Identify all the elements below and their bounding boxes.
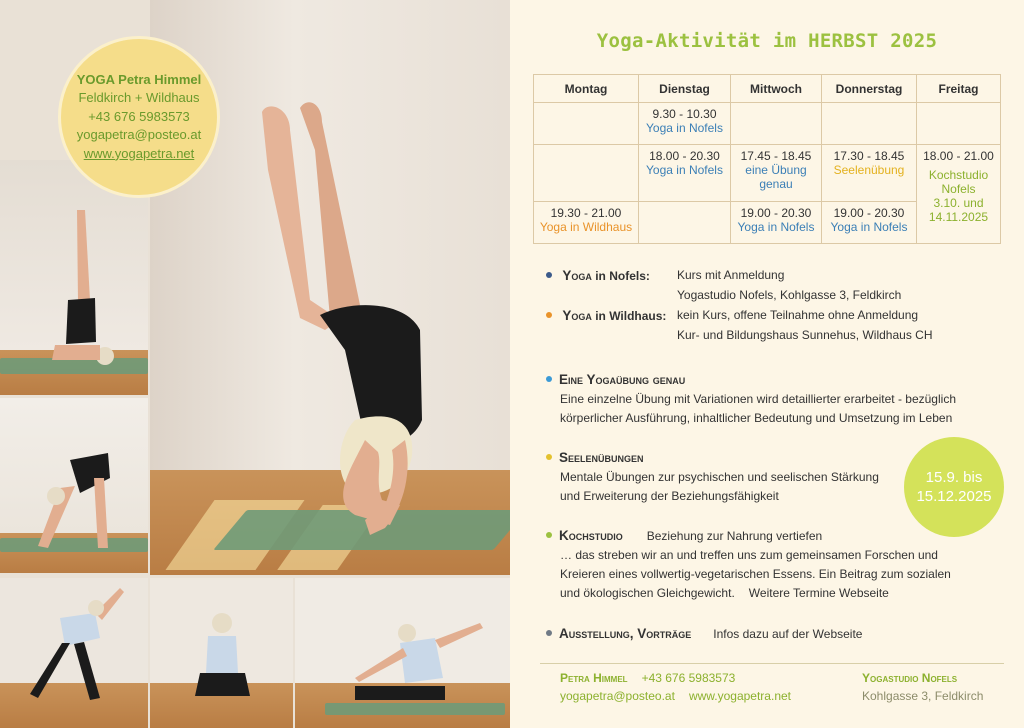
section-heading: Seelenübungen [559, 450, 644, 465]
day-header: Mittwoch [731, 75, 822, 103]
section-text: und Erweiterung der Beziehungsfähigkeit [560, 489, 779, 503]
schedule-cell [639, 145, 731, 202]
day-header: Freitag [917, 75, 1001, 103]
section-uebung [546, 370, 1016, 428]
bullet-icon [546, 312, 552, 318]
section-seele [546, 448, 906, 506]
section-heading: Eine Yogaübung genau [559, 372, 686, 387]
cell-label: Yoga in Nofels [646, 163, 723, 177]
course-detail: Kurs mit Anmeldung [677, 268, 785, 282]
course-wildhaus [546, 306, 1006, 326]
section-text: körperlicher Ausführung, inhaltlicher Bedeutung und Umsetzung im Leben [560, 411, 953, 425]
contact-badge [58, 36, 220, 198]
section-subheading: Beziehung zur Nahrung vertiefen [646, 529, 823, 543]
day-header: Dienstag [639, 75, 731, 103]
date-range-end: 15.12.2025 [916, 488, 992, 505]
footer-website-link[interactable]: www.yogapetra.net [688, 689, 791, 703]
cell-time: 17.30 - 18.45 [833, 149, 905, 163]
course-nofels-address [546, 286, 1006, 305]
day-header: Montag [534, 75, 639, 103]
photo-triangle-pose [0, 578, 148, 728]
cell-time: 19.30 - 21.00 [550, 206, 622, 220]
section-heading: Ausstellung, Vorträge [559, 626, 692, 641]
schedule-cell [822, 103, 917, 145]
schedule-cell [917, 145, 1001, 244]
course-place: in Wildhaus: [595, 309, 667, 323]
schedule-cell [731, 202, 822, 244]
bullet-icon [546, 376, 552, 382]
section-text: Infos dazu auf der Webseite [713, 627, 863, 641]
cell-time: 18.00 - 21.00 [923, 149, 994, 163]
schedule-cell [822, 202, 917, 244]
info-panel [510, 0, 1024, 728]
bullet-icon [546, 532, 552, 538]
schedule-cell [534, 103, 639, 145]
course-wildhaus-address [546, 326, 1006, 345]
course-name: Yoga [562, 308, 592, 323]
footer-studio-name: Yogastudio Nofels [862, 671, 958, 685]
course-list [546, 266, 1006, 345]
cell-time: 17.45 - 18.45 [740, 149, 812, 163]
footer-email[interactable]: yogapetra@posteo.at [560, 689, 675, 703]
schedule-header-row [534, 75, 1001, 103]
schedule-cell [731, 145, 822, 202]
footer-divider [540, 663, 1004, 664]
schedule-cell [917, 103, 1001, 145]
schedule-cell [731, 103, 822, 145]
contact-locations: Feldkirch + Wildhaus [78, 90, 200, 106]
cell-label: Yoga in Nofels [830, 220, 908, 234]
section-link-text: Weitere Termine Webseite [748, 586, 889, 600]
bullet-icon [546, 630, 552, 636]
cell-time: 19.00 - 20.30 [833, 206, 905, 220]
contact-phone[interactable]: +43 676 5983573 [88, 108, 190, 124]
date-range-start: 15.9. bis [925, 469, 983, 486]
cell-label: Yoga in Nofels [646, 121, 723, 135]
cell-label: Yoga in Wildhaus [539, 220, 633, 234]
section-text: Mentale Übungen zur psychischen und seelischen Stärkung [560, 470, 879, 484]
cell-time: 9.30 - 10.30 [652, 107, 717, 121]
photo-seated-stretch [295, 578, 510, 728]
photo-squat-pose [150, 578, 293, 728]
schedule-row [534, 103, 1001, 145]
cell-label: Kochstudio Nofels [928, 168, 989, 196]
course-address: Yogastudio Nofels, Kohlgasse 3, Feldkirch [677, 288, 902, 302]
date-range-badge [904, 437, 1004, 537]
photo-downward-pose [0, 398, 148, 573]
cell-extra: 3.10. und 14.11.2025 [928, 196, 989, 224]
schedule-table [533, 74, 1001, 244]
course-detail: kein Kurs, offene Teilnahme ohne Anmeldung [677, 308, 919, 322]
day-header: Donnerstag [822, 75, 917, 103]
footer-studio-address: Kohlgasse 3, Feldkirch [862, 689, 984, 703]
schedule-cell [639, 202, 731, 244]
footer-name: Petra Himmel [560, 671, 628, 685]
footer-contact [560, 669, 791, 705]
course-name: Yoga [562, 268, 592, 283]
section-text: und ökologischen Gleichgewicht. [560, 586, 735, 600]
schedule-cell [534, 145, 639, 202]
footer-phone[interactable]: +43 676 5983573 [641, 671, 736, 685]
section-heading: Kochstudio [559, 528, 623, 543]
section-text: Kreieren eines vollwertig-vegetarischen Essens. Ein Beitrag zum sozialen [560, 567, 951, 581]
bullet-icon [546, 454, 552, 460]
section-text: Eine einzelne Übung mit Variationen wird detaillierter erarbeitet - bezüglich [560, 392, 956, 406]
section-koch [546, 526, 1016, 603]
schedule-cell [534, 202, 639, 244]
cell-label: eine Übung genau [745, 163, 807, 191]
cell-time: 19.00 - 20.30 [740, 206, 812, 220]
schedule-cell [822, 145, 917, 202]
course-place: in Nofels: [595, 269, 650, 283]
schedule-cell [639, 103, 731, 145]
bullet-icon [546, 272, 552, 278]
contact-website-link[interactable]: www.yogapetra.net [83, 145, 195, 161]
contact-name: YOGA Petra Himmel [76, 71, 202, 87]
photo-collage [0, 0, 510, 728]
section-text: … das streben wir an und treffen uns zum gemeinsamen Forschen und [560, 548, 938, 562]
contact-email[interactable]: yogapetra@posteo.at [76, 127, 202, 143]
page-title: Yoga-Aktivität im HERBST 2025 [596, 30, 938, 52]
section-ausstellung [546, 624, 1016, 644]
cell-label: Seelenübung [833, 163, 905, 177]
course-address: Kur- und Bildungshaus Sunnehus, Wildhaus CH [677, 328, 933, 342]
cell-time: 18.00 - 20.30 [649, 149, 720, 163]
course-nofels [546, 266, 1006, 286]
footer-studio [862, 669, 983, 705]
schedule-row [534, 145, 1001, 202]
cell-label: Yoga in Nofels [737, 220, 815, 234]
